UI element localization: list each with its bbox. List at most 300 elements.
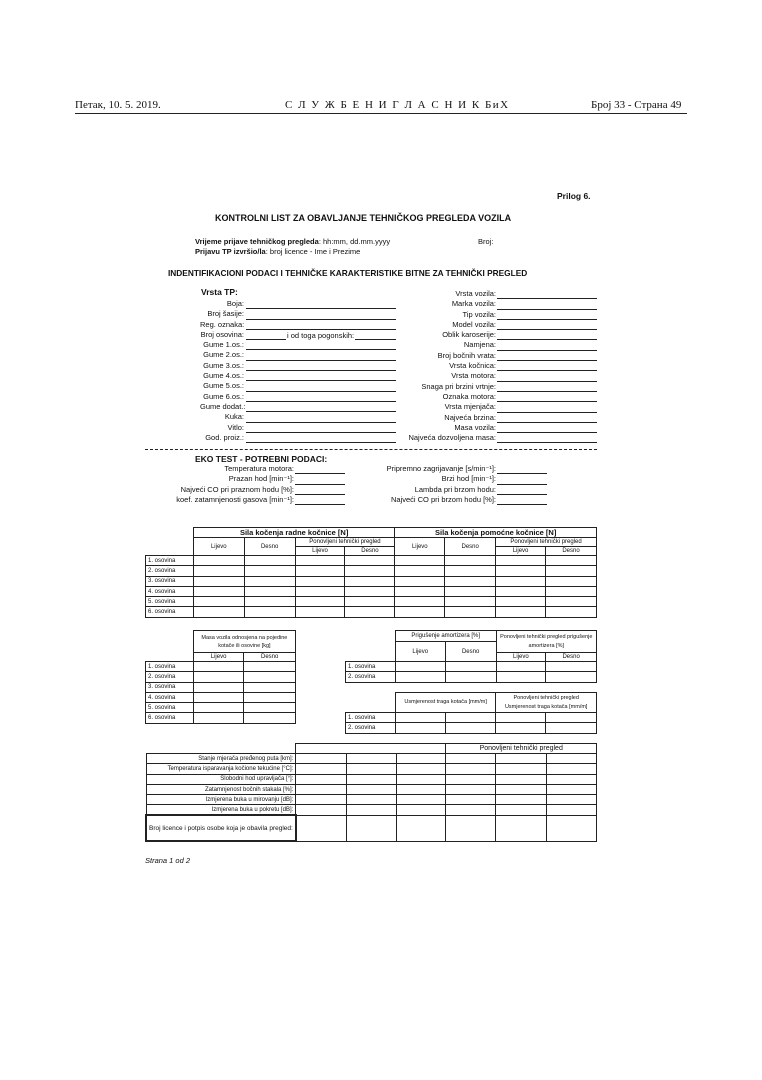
left-field-row [200, 412, 244, 422]
left-field-label: God. proiz.: [205, 432, 244, 442]
bottom-repeat-header: Ponovljeni tehnički pregled [446, 744, 597, 754]
table-cell [547, 764, 597, 774]
table-cell [396, 795, 446, 805]
right-field-label: Tip vozila: [462, 309, 496, 319]
wheel-alignment-table [345, 692, 597, 734]
left-field-label: Vitlo: [227, 422, 244, 432]
left-field-row [200, 350, 244, 360]
brake-service-left: Lijevo [193, 538, 244, 556]
table-row [146, 795, 597, 805]
table-cell [446, 764, 496, 774]
table-cell [347, 795, 397, 805]
brake-service-repeat-left: Lijevo [295, 547, 345, 556]
eko-left-row [150, 464, 294, 474]
left-field-label: Kuka: [224, 412, 244, 422]
right-field-row [390, 361, 496, 371]
table-cell [244, 662, 296, 672]
table-cell [295, 556, 345, 566]
table-cell [547, 805, 597, 815]
measurement-label: Izmjerena buka u pokretu [dB]: [146, 805, 296, 815]
brake-parking-right: Desno [445, 538, 496, 556]
eko-left-row [150, 485, 294, 495]
left-field-row [200, 299, 244, 309]
table-cell [244, 576, 295, 586]
eko-right-line [497, 477, 547, 485]
right-field-line [497, 353, 597, 361]
table-row [146, 784, 597, 794]
table-cell [244, 672, 296, 682]
left-field-line [246, 322, 396, 330]
measurement-label: Temperatura isparavanja kočione tekućine [°C]: [146, 764, 296, 774]
table-cell [496, 754, 547, 764]
left-field-line [246, 404, 396, 412]
brake-parking-header: Sila kočenja pomoćne kočnice [N] [395, 528, 597, 538]
meta-value-inspector: : broj licence - Ime i Prezime [265, 247, 361, 256]
right-field-line [497, 332, 597, 340]
eko-left-row [150, 495, 294, 505]
right-field-row [390, 371, 496, 381]
right-field-row [390, 340, 496, 350]
table-cell [547, 754, 597, 764]
measurement-label: Zatamnjenost bočnih stakala [%]: [146, 784, 296, 794]
table-cell [446, 795, 496, 805]
eko-right-row [372, 474, 496, 484]
right-field-label: Vrsta motora: [451, 371, 496, 381]
row-label: 1. osovina [346, 662, 396, 672]
table-cell [295, 586, 345, 596]
table-row [146, 566, 597, 576]
right-field-label: Oznaka motora: [442, 391, 496, 401]
table-row [146, 586, 597, 596]
right-field-line [497, 291, 597, 299]
left-field-label: Gume dodat.: [200, 401, 246, 411]
row-label: 4. osovina [146, 586, 194, 596]
table-cell [193, 713, 244, 723]
left-field-row [200, 329, 355, 341]
right-field-line [497, 384, 597, 392]
row-label: 2. osovina [146, 672, 194, 682]
vrsta-tp-label: Vrsta TP: [201, 287, 238, 297]
table-cell [396, 774, 446, 784]
left-field-row [200, 392, 244, 402]
row-label: 6. osovina [146, 607, 194, 617]
table-cell [445, 713, 496, 723]
right-field-line [497, 435, 597, 443]
table-cell [496, 713, 546, 723]
table-cell [546, 597, 597, 607]
amort-repeat-left: Lijevo [496, 653, 546, 662]
measurement-label: Slobodni hod upravljača [°]: [146, 774, 296, 784]
table-cell [244, 586, 295, 596]
table-cell [445, 607, 496, 617]
eko-right-line [497, 466, 547, 474]
table-cell [296, 754, 347, 764]
table-row [346, 672, 597, 682]
table-row [346, 723, 597, 733]
table-cell [496, 662, 546, 672]
right-field-label: Marka vozila: [451, 299, 496, 309]
table-cell [396, 805, 446, 815]
left-field-label: Reg. oznaka: [200, 319, 245, 329]
eko-right-label: Lambda pri brzom hodu: [414, 484, 496, 494]
table-cell [445, 586, 496, 596]
left-field-label: Broj osovina: [200, 329, 244, 339]
table-cell [193, 586, 244, 596]
trag-title: Usmjerenost traga kotača [mm/m] [395, 693, 496, 713]
osovina-note: i od toga pogonskih: [287, 331, 355, 341]
table-cell [547, 784, 597, 794]
table-cell [193, 703, 244, 713]
row-label: 1. osovina [346, 713, 396, 723]
row-label: 5. osovina [146, 597, 194, 607]
right-field-label: Model vozila: [452, 319, 496, 329]
row-label: 4. osovina [146, 692, 194, 702]
table-cell [395, 713, 445, 723]
left-field-label: Gume 4.os.: [203, 371, 244, 381]
table-cell [296, 774, 347, 784]
measurement-table [145, 743, 597, 842]
left-field-line [246, 301, 396, 309]
meta-label-time: Vrijeme prijave tehničkog pregleda [195, 237, 319, 246]
table-row [146, 682, 296, 692]
axle-mass-table [145, 630, 296, 724]
table-cell [244, 692, 296, 702]
section-title: INDENTIFIKACIONI PODACI I TEHNIČKE KARAKTERISTIKE BITNE ZA TEHNIČKI PREGLED [168, 268, 528, 278]
right-field-line [497, 363, 597, 371]
header-rule [75, 113, 687, 114]
table-cell [345, 566, 395, 576]
table-cell [395, 586, 445, 596]
right-field-row [390, 392, 496, 402]
row-label: 3. osovina [146, 576, 194, 586]
right-field-line [497, 322, 597, 330]
table-cell [193, 692, 244, 702]
table-cell [496, 784, 547, 794]
table-cell [546, 723, 597, 733]
table-row [146, 597, 597, 607]
left-fields-list [200, 299, 355, 443]
right-field-label: Vrsta mjenjača: [444, 402, 496, 412]
eko-left-line [295, 466, 345, 474]
amort-repeat-header: Ponovljeni tehnički pregled prigušenje amortizera [%] [496, 631, 596, 653]
left-field-row [200, 340, 244, 350]
table-cell [395, 566, 445, 576]
table-cell [546, 672, 597, 682]
shock-absorber-table [345, 630, 597, 683]
eko-left-line [295, 497, 345, 505]
right-field-line [497, 374, 597, 382]
table-cell [295, 576, 345, 586]
table-cell [295, 597, 345, 607]
table-cell [244, 703, 296, 713]
table-cell [496, 795, 547, 805]
table-cell [496, 723, 546, 733]
right-field-row [390, 413, 496, 423]
table-cell [496, 774, 547, 784]
table-cell [347, 754, 397, 764]
table-cell [546, 556, 597, 566]
measurement-label: Stanje mjerača pređenog puta [km]: [146, 754, 296, 764]
table-cell [546, 576, 597, 586]
eko-right-label: Pripremno zagrijavanje [s/min⁻¹]: [386, 464, 496, 473]
eko-right-line [497, 487, 547, 495]
eko-right-label: Brzi hod [min⁻¹]: [441, 474, 496, 484]
row-label: 3. osovina [146, 682, 194, 692]
mass-header: Masa vozila odnosjena na pojedine kotače ili osovine [kg] [193, 631, 295, 653]
table-row [146, 672, 296, 682]
amort-title: Prigušenje amortizera [%] [395, 631, 496, 642]
table-cell [193, 576, 244, 586]
left-field-label: Gume 5.os.: [203, 381, 244, 391]
row-label: 6. osovina [146, 713, 194, 723]
header-page-number: Број 33 - Страна 49 [591, 99, 682, 111]
meta-value-time: : hh:mm, dd.mm.yyyy [318, 237, 391, 246]
eko-left-row [150, 474, 294, 484]
left-field-line [246, 353, 396, 361]
brake-service-header: Sila kočenja radne kočnice [N] [193, 528, 394, 538]
eko-right-line [497, 497, 547, 505]
eko-right-label: Najveći CO pri brzom hodu [%]: [390, 494, 496, 504]
table-cell [446, 754, 496, 764]
amort-left-header: Lijevo [395, 642, 445, 662]
table-cell [193, 607, 244, 617]
table-cell [496, 607, 546, 617]
table-cell [244, 566, 295, 576]
row-label: 1. osovina [146, 556, 194, 566]
brake-parking-repeat-left: Lijevo [496, 547, 546, 556]
mass-left-header: Lijevo [193, 653, 244, 662]
table-cell [395, 597, 445, 607]
table-row [346, 713, 597, 723]
amort-right-header: Desno [445, 642, 496, 662]
right-field-line [497, 415, 597, 423]
table-cell [193, 556, 244, 566]
left-field-line [246, 425, 396, 433]
licence-signature-label: Broj licence i potpis osobe koja je obavila pregled: [146, 815, 296, 841]
table-cell [347, 805, 397, 815]
eko-left-line [295, 477, 345, 485]
right-field-line [497, 405, 597, 413]
table-cell [347, 774, 397, 784]
right-field-line [497, 302, 597, 310]
measurement-label: Izmjerena buka u mirovanju [dB]: [146, 795, 296, 805]
table-cell [496, 672, 546, 682]
table-cell [244, 713, 296, 723]
table-cell [446, 784, 496, 794]
right-field-label: Namjena: [463, 340, 496, 350]
table-cell [395, 607, 445, 617]
table-cell [445, 556, 496, 566]
right-field-row [390, 423, 496, 433]
amort-repeat-right: Desno [546, 653, 597, 662]
table-cell [193, 672, 244, 682]
table-cell [345, 586, 395, 596]
table-row [146, 774, 597, 784]
right-field-line [497, 312, 597, 320]
page-footer: Strana 1 od 2 [145, 856, 191, 865]
table-cell [445, 662, 496, 672]
table-cell [244, 556, 295, 566]
table-row [146, 703, 296, 713]
row-label: 1. osovina [146, 662, 194, 672]
right-field-row [390, 299, 496, 309]
left-field-line [246, 342, 396, 350]
table-cell [445, 672, 496, 682]
mass-right-header: Desno [244, 653, 296, 662]
table-cell [445, 576, 496, 586]
table-cell [345, 607, 395, 617]
right-field-row [390, 433, 496, 443]
table-cell [396, 784, 446, 794]
table-cell [547, 774, 597, 784]
table-cell [446, 805, 496, 815]
eko-right-row [372, 464, 496, 474]
table-cell [496, 764, 547, 774]
left-field-label: Gume 3.os.: [203, 360, 244, 370]
left-field-line [246, 435, 396, 443]
right-field-line [497, 343, 597, 351]
table-row [146, 692, 296, 702]
table-cell [496, 586, 546, 596]
table-cell [396, 754, 446, 764]
right-field-line [497, 425, 597, 433]
eko-title: EKO TEST - POTREBNI PODACI: [195, 454, 328, 464]
left-field-label: Gume 2.os.: [203, 350, 244, 360]
table-cell [395, 672, 445, 682]
right-field-label: Vrsta vozila: [455, 289, 496, 298]
table-cell [395, 556, 445, 566]
left-field-label: Gume 1.os.: [203, 340, 244, 350]
table-cell [347, 784, 397, 794]
right-field-row [390, 289, 496, 299]
eko-left-label: Najveći CO pri praznom hodu [%]: [180, 484, 294, 494]
table-cell [193, 662, 244, 672]
table-cell [546, 662, 597, 672]
left-field-line [246, 312, 396, 320]
table-row [146, 754, 597, 764]
table-cell [193, 566, 244, 576]
eko-left-label: Temperatura motora: [224, 464, 294, 473]
table-cell [396, 764, 446, 774]
table-cell [345, 576, 395, 586]
table-row [146, 576, 597, 586]
right-field-line [497, 394, 597, 402]
right-field-label: Snaga pri brzini vrtnje: [421, 381, 496, 391]
header-gazette-title: С Л У Ж Б Е Н И Г Л А С Н И К БиХ [285, 99, 510, 111]
table-cell [296, 764, 347, 774]
table-row [146, 662, 296, 672]
eko-right-row [372, 495, 496, 505]
left-field-row [200, 433, 244, 443]
left-field-label: Gume 6.os.: [203, 391, 244, 401]
table-cell [244, 682, 296, 692]
table-cell [546, 586, 597, 596]
table-row [346, 662, 597, 672]
eko-left-line [295, 487, 345, 495]
left-field-line [246, 415, 396, 423]
right-field-row [390, 382, 496, 392]
brake-service-right: Desno [244, 538, 295, 556]
table-row [146, 805, 597, 815]
eko-left-list [150, 464, 294, 505]
table-cell [445, 597, 496, 607]
table-cell [296, 795, 347, 805]
left-field-row [200, 423, 244, 433]
table-cell [496, 556, 546, 566]
right-field-row [390, 402, 496, 412]
row-label: 5. osovina [146, 703, 194, 713]
trag-repeat-header: Ponovljeni tehnički pregled Usmjerenost traga kotača [mm/m] [496, 693, 597, 713]
table-row [146, 607, 597, 617]
section-divider [145, 449, 597, 450]
left-field-line [246, 363, 396, 371]
table-cell [496, 576, 546, 586]
row-label: 2. osovina [346, 672, 396, 682]
table-row [146, 556, 597, 566]
table-cell [295, 607, 345, 617]
eko-right-list [372, 464, 496, 505]
eko-right-row [372, 485, 496, 495]
table-cell [193, 597, 244, 607]
meta-line-2 [195, 247, 360, 257]
table-cell [395, 723, 445, 733]
table-cell [395, 662, 445, 672]
table-cell [546, 713, 597, 723]
table-cell [345, 556, 395, 566]
right-field-row [390, 330, 496, 340]
right-fields-list [390, 289, 496, 443]
right-field-label: Broj bočnih vrata: [437, 350, 496, 360]
form-title: KONTROLNI LIST ZA OBAVLJANJE TEHNIČKOG PREGLEDA VOZILA [215, 213, 512, 223]
table-cell [496, 805, 547, 815]
table-cell [347, 764, 397, 774]
right-field-label: Vrsta kočnica: [449, 361, 496, 371]
table-row [146, 764, 597, 774]
left-field-line [246, 373, 396, 381]
header-date: Петак, 10. 5. 2019. [75, 99, 161, 111]
brake-force-table [145, 527, 597, 618]
brake-parking-left: Lijevo [395, 538, 445, 556]
meta-label-inspector: Prijavu TP izvršio/la [195, 247, 266, 256]
table-row [146, 713, 296, 723]
left-field-row [200, 361, 244, 371]
table-cell [296, 805, 347, 815]
brake-parking-repeat: Ponovljeni tehnički pregled [496, 538, 597, 547]
table-cell [395, 576, 445, 586]
table-cell [547, 795, 597, 805]
table-cell [295, 566, 345, 576]
eko-left-label: koef. zatamnjenosti gasova [min⁻¹]: [176, 494, 294, 504]
eko-left-label: Prazan hod [min⁻¹]: [228, 474, 294, 484]
left-field-line [246, 394, 396, 402]
brake-service-repeat: Ponovljeni tehnički pregled [295, 538, 395, 547]
table-cell [446, 774, 496, 784]
table-cell [193, 682, 244, 692]
left-field-line [246, 332, 396, 340]
left-field-line [246, 384, 396, 392]
left-field-label: Boja: [226, 299, 244, 308]
table-cell [244, 597, 295, 607]
brake-parking-repeat-right: Desno [546, 547, 597, 556]
left-field-row [200, 320, 244, 330]
meta-broj: Broj: [478, 237, 494, 246]
table-cell [244, 607, 295, 617]
right-field-label: Masa vozila: [454, 422, 496, 432]
left-field-label: Broj šasije: [207, 309, 244, 319]
table-cell [496, 566, 546, 576]
table-cell [345, 597, 395, 607]
left-field-row [200, 402, 244, 412]
